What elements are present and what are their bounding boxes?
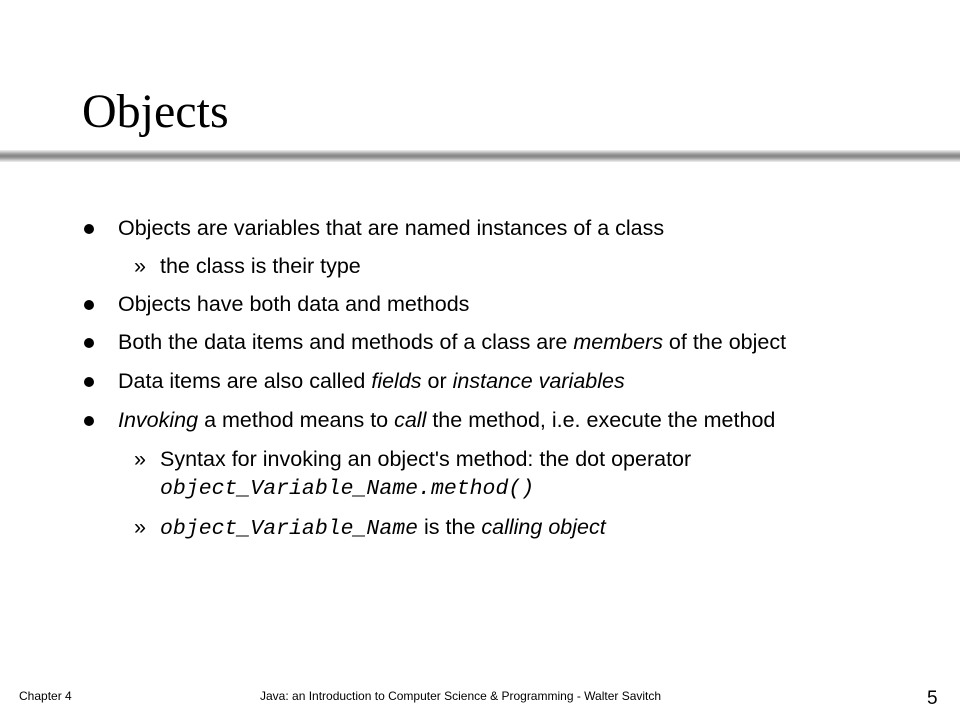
bullet-list — [82, 214, 882, 543]
bullet-emphasis: instance variables — [452, 369, 625, 393]
sub-bullet-emphasis: calling object — [481, 515, 606, 539]
bullet-text: Objects have both data and methods — [118, 292, 470, 316]
bullet-dot-icon — [84, 338, 94, 348]
bullet-text-part: Data items are also called — [118, 369, 372, 393]
bullet-item — [82, 214, 882, 242]
bullet-emphasis: fields — [371, 369, 422, 393]
bullet-item — [82, 406, 882, 434]
footer-book-title: Java: an Introduction to Computer Science & Programming - Walter Savitch — [260, 689, 662, 703]
bullet-text-part: Both the data items and methods of a class are — [118, 330, 574, 354]
sub-bullet-marker: » — [134, 254, 146, 278]
bullet-dot-icon — [84, 416, 94, 426]
bullet-text-part: or — [421, 369, 453, 393]
page-number: 5 — [927, 688, 938, 709]
slide-title: Objects — [82, 85, 229, 138]
sub-bullet-text-part: is the — [418, 515, 482, 539]
bullet-emphasis: members — [573, 330, 663, 354]
bullet-item — [82, 328, 882, 356]
code-snippet: object_Variable_Name.method() — [160, 477, 535, 501]
bullet-text: Objects are variables that are named instances of a class — [118, 216, 665, 240]
bullet-item — [82, 290, 882, 318]
bullet-text-part: a method means to — [198, 408, 395, 432]
bullet-emphasis: call — [394, 408, 427, 432]
sub-bullet-marker: » — [134, 515, 146, 539]
bullet-item — [82, 367, 882, 395]
bullet-dot-icon — [84, 377, 94, 387]
bullet-dot-icon — [84, 224, 94, 234]
sub-bullet-text: Syntax for invoking an object's method: the dot operator — [160, 447, 692, 471]
sub-bullet-text: the class is their type — [160, 254, 361, 278]
footer-chapter: Chapter 4 — [19, 689, 72, 703]
code-snippet: object_Variable_Name — [160, 517, 419, 541]
bullet-dot-icon — [84, 300, 94, 310]
bullet-text-part: of the object — [662, 330, 787, 354]
title-underline — [0, 150, 960, 164]
sub-bullet-item — [82, 252, 882, 280]
sub-bullet-item — [82, 445, 882, 503]
bullet-emphasis: Invoking — [118, 408, 199, 432]
sub-bullet-marker: » — [134, 447, 146, 471]
bullet-text-part: the method, i.e. execute the method — [426, 408, 776, 432]
sub-bullet-item — [82, 513, 882, 543]
